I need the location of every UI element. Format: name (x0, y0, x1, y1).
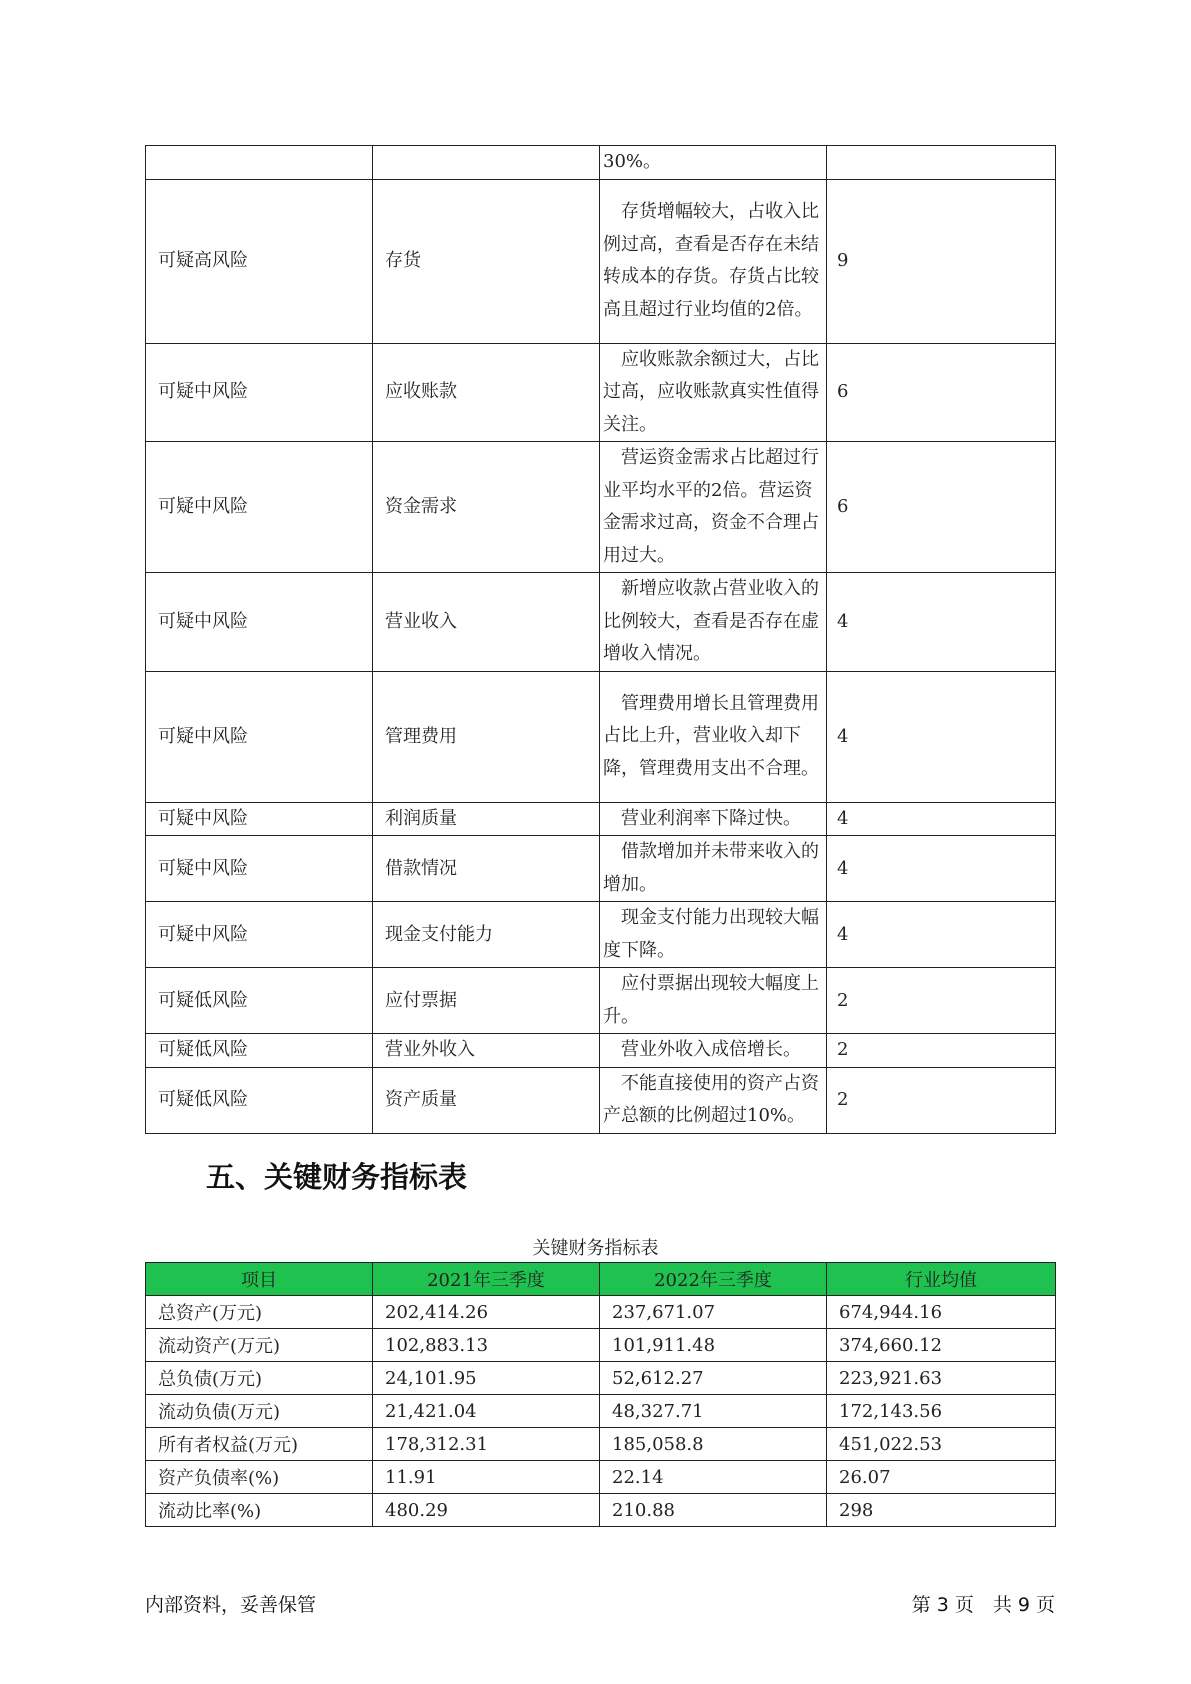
indicator-name: 总负债(万元) (146, 1362, 373, 1395)
risk-level-cell: 可疑高风险 (146, 179, 373, 343)
value-2021-q3: 202,414.26 (373, 1296, 600, 1329)
footer-confidential-note: 内部资料，妥善保管 (145, 1594, 317, 1616)
risk-level-cell: 可疑中风险 (146, 671, 373, 802)
risk-desc-cell: 营业外收入成倍增长。 (600, 1034, 827, 1068)
risk-score-cell: 4 (827, 671, 1056, 802)
value-2022-q3: 22.14 (600, 1461, 827, 1494)
table-caption: 关键财务指标表 (532, 1238, 659, 1259)
risk-item-cell: 应收账款 (373, 343, 600, 442)
risk-score-cell (827, 146, 1056, 180)
value-2022-q3: 101,911.48 (600, 1329, 827, 1362)
header-industry-avg: 行业均值 (827, 1263, 1056, 1296)
indicator-name: 流动负债(万元) (146, 1395, 373, 1428)
table-row (146, 573, 1056, 672)
section-title: 五、关键财务指标表 (206, 1160, 468, 1194)
risk-item-cell: 资金需求 (373, 442, 600, 573)
indicator-name: 资产负债率(%) (146, 1461, 373, 1494)
header-2021-q3: 2021年三季度 (373, 1263, 600, 1296)
table-row (146, 902, 1056, 968)
value-2022-q3: 185,058.8 (600, 1428, 827, 1461)
risk-desc-cell: 营运资金需求占比超过行业平均水平的2倍。营运资金需求过高，资金不合理占用过大。 (600, 442, 827, 573)
value-2021-q3: 102,883.13 (373, 1329, 600, 1362)
risk-score-cell: 2 (827, 1067, 1056, 1133)
table-row (146, 802, 1056, 836)
risk-item-cell: 存货 (373, 179, 600, 343)
risk-level-cell: 可疑中风险 (146, 802, 373, 836)
risk-desc-cell: 30%。 (600, 146, 827, 180)
risk-level-cell: 可疑中风险 (146, 902, 373, 968)
risk-level-cell (146, 146, 373, 180)
value-industry-avg: 223,921.63 (827, 1362, 1056, 1395)
risk-desc-cell: 不能直接使用的资产占资产总额的比例超过10%。 (600, 1067, 827, 1133)
risk-desc-cell: 存货增幅较大，占收入比例过高，查看是否存在未结转成本的存货。存货占比较高且超过行业均值的2倍。 (600, 179, 827, 343)
table-row (146, 343, 1056, 442)
value-2021-q3: 11.91 (373, 1461, 600, 1494)
risk-item-cell: 借款情况 (373, 836, 600, 902)
risk-assessment-table (145, 145, 1056, 1134)
table-row (146, 1296, 1056, 1329)
risk-level-cell: 可疑低风险 (146, 968, 373, 1034)
risk-score-cell: 4 (827, 573, 1056, 672)
table-row (146, 1329, 1056, 1362)
table-row (146, 1034, 1056, 1068)
table-row (146, 836, 1056, 902)
table-row (146, 179, 1056, 343)
risk-level-cell: 可疑中风险 (146, 836, 373, 902)
risk-level-cell: 可疑中风险 (146, 442, 373, 573)
table-row (146, 442, 1056, 573)
value-industry-avg: 374,660.12 (827, 1329, 1056, 1362)
indicator-name: 流动资产(万元) (146, 1329, 373, 1362)
risk-level-cell: 可疑中风险 (146, 343, 373, 442)
risk-desc-cell: 应收账款余额过大，占比过高，应收账款真实性值得关注。 (600, 343, 827, 442)
risk-item-cell: 应付票据 (373, 968, 600, 1034)
risk-score-cell: 2 (827, 1034, 1056, 1068)
risk-level-cell: 可疑低风险 (146, 1034, 373, 1068)
header-2022-q3: 2022年三季度 (600, 1263, 827, 1296)
table-row (146, 968, 1056, 1034)
indicator-name: 所有者权益(万元) (146, 1428, 373, 1461)
risk-item-cell: 资产质量 (373, 1067, 600, 1133)
risk-level-cell: 可疑中风险 (146, 573, 373, 672)
risk-desc-cell: 现金支付能力出现较大幅度下降。 (600, 902, 827, 968)
value-2022-q3: 210.88 (600, 1494, 827, 1527)
footer-page-number: 第 3 页 共 9 页 (911, 1594, 1055, 1616)
risk-score-cell: 6 (827, 343, 1056, 442)
value-2022-q3: 52,612.27 (600, 1362, 827, 1395)
risk-score-cell: 4 (827, 836, 1056, 902)
risk-desc-cell: 新增应收款占营业收入的比例较大，查看是否存在虚增收入情况。 (600, 573, 827, 672)
value-2021-q3: 480.29 (373, 1494, 600, 1527)
value-industry-avg: 298 (827, 1494, 1056, 1527)
value-industry-avg: 172,143.56 (827, 1395, 1056, 1428)
table-header-row (146, 1263, 1056, 1296)
risk-score-cell: 6 (827, 442, 1056, 573)
table-row (146, 146, 1056, 180)
value-2022-q3: 48,327.71 (600, 1395, 827, 1428)
value-industry-avg: 26.07 (827, 1461, 1056, 1494)
risk-desc-cell: 营业利润率下降过快。 (600, 802, 827, 836)
risk-item-cell: 营业外收入 (373, 1034, 600, 1068)
risk-item-cell: 现金支付能力 (373, 902, 600, 968)
risk-desc-cell: 借款增加并未带来收入的增加。 (600, 836, 827, 902)
risk-desc-cell: 应付票据出现较大幅度上升。 (600, 968, 827, 1034)
table-row (146, 1461, 1056, 1494)
indicator-name: 总资产(万元) (146, 1296, 373, 1329)
header-item: 项目 (146, 1263, 373, 1296)
table-row (146, 1428, 1056, 1461)
risk-desc-cell: 管理费用增长且管理费用占比上升，营业收入却下降，管理费用支出不合理。 (600, 671, 827, 802)
value-industry-avg: 451,022.53 (827, 1428, 1056, 1461)
risk-level-cell: 可疑低风险 (146, 1067, 373, 1133)
risk-item-cell: 营业收入 (373, 573, 600, 672)
risk-score-cell: 2 (827, 968, 1056, 1034)
indicator-name: 流动比率(%) (146, 1494, 373, 1527)
table-row (146, 1494, 1056, 1527)
risk-score-cell: 4 (827, 902, 1056, 968)
value-industry-avg: 674,944.16 (827, 1296, 1056, 1329)
risk-item-cell: 利润质量 (373, 802, 600, 836)
risk-item-cell (373, 146, 600, 180)
table-row (146, 1395, 1056, 1428)
risk-item-cell: 管理费用 (373, 671, 600, 802)
table-row (146, 1067, 1056, 1133)
value-2021-q3: 21,421.04 (373, 1395, 600, 1428)
risk-score-cell: 4 (827, 802, 1056, 836)
value-2022-q3: 237,671.07 (600, 1296, 827, 1329)
value-2021-q3: 24,101.95 (373, 1362, 600, 1395)
table-row (146, 671, 1056, 802)
key-financial-indicators-table (145, 1262, 1056, 1527)
value-2021-q3: 178,312.31 (373, 1428, 600, 1461)
table-row (146, 1362, 1056, 1395)
risk-score-cell: 9 (827, 179, 1056, 343)
